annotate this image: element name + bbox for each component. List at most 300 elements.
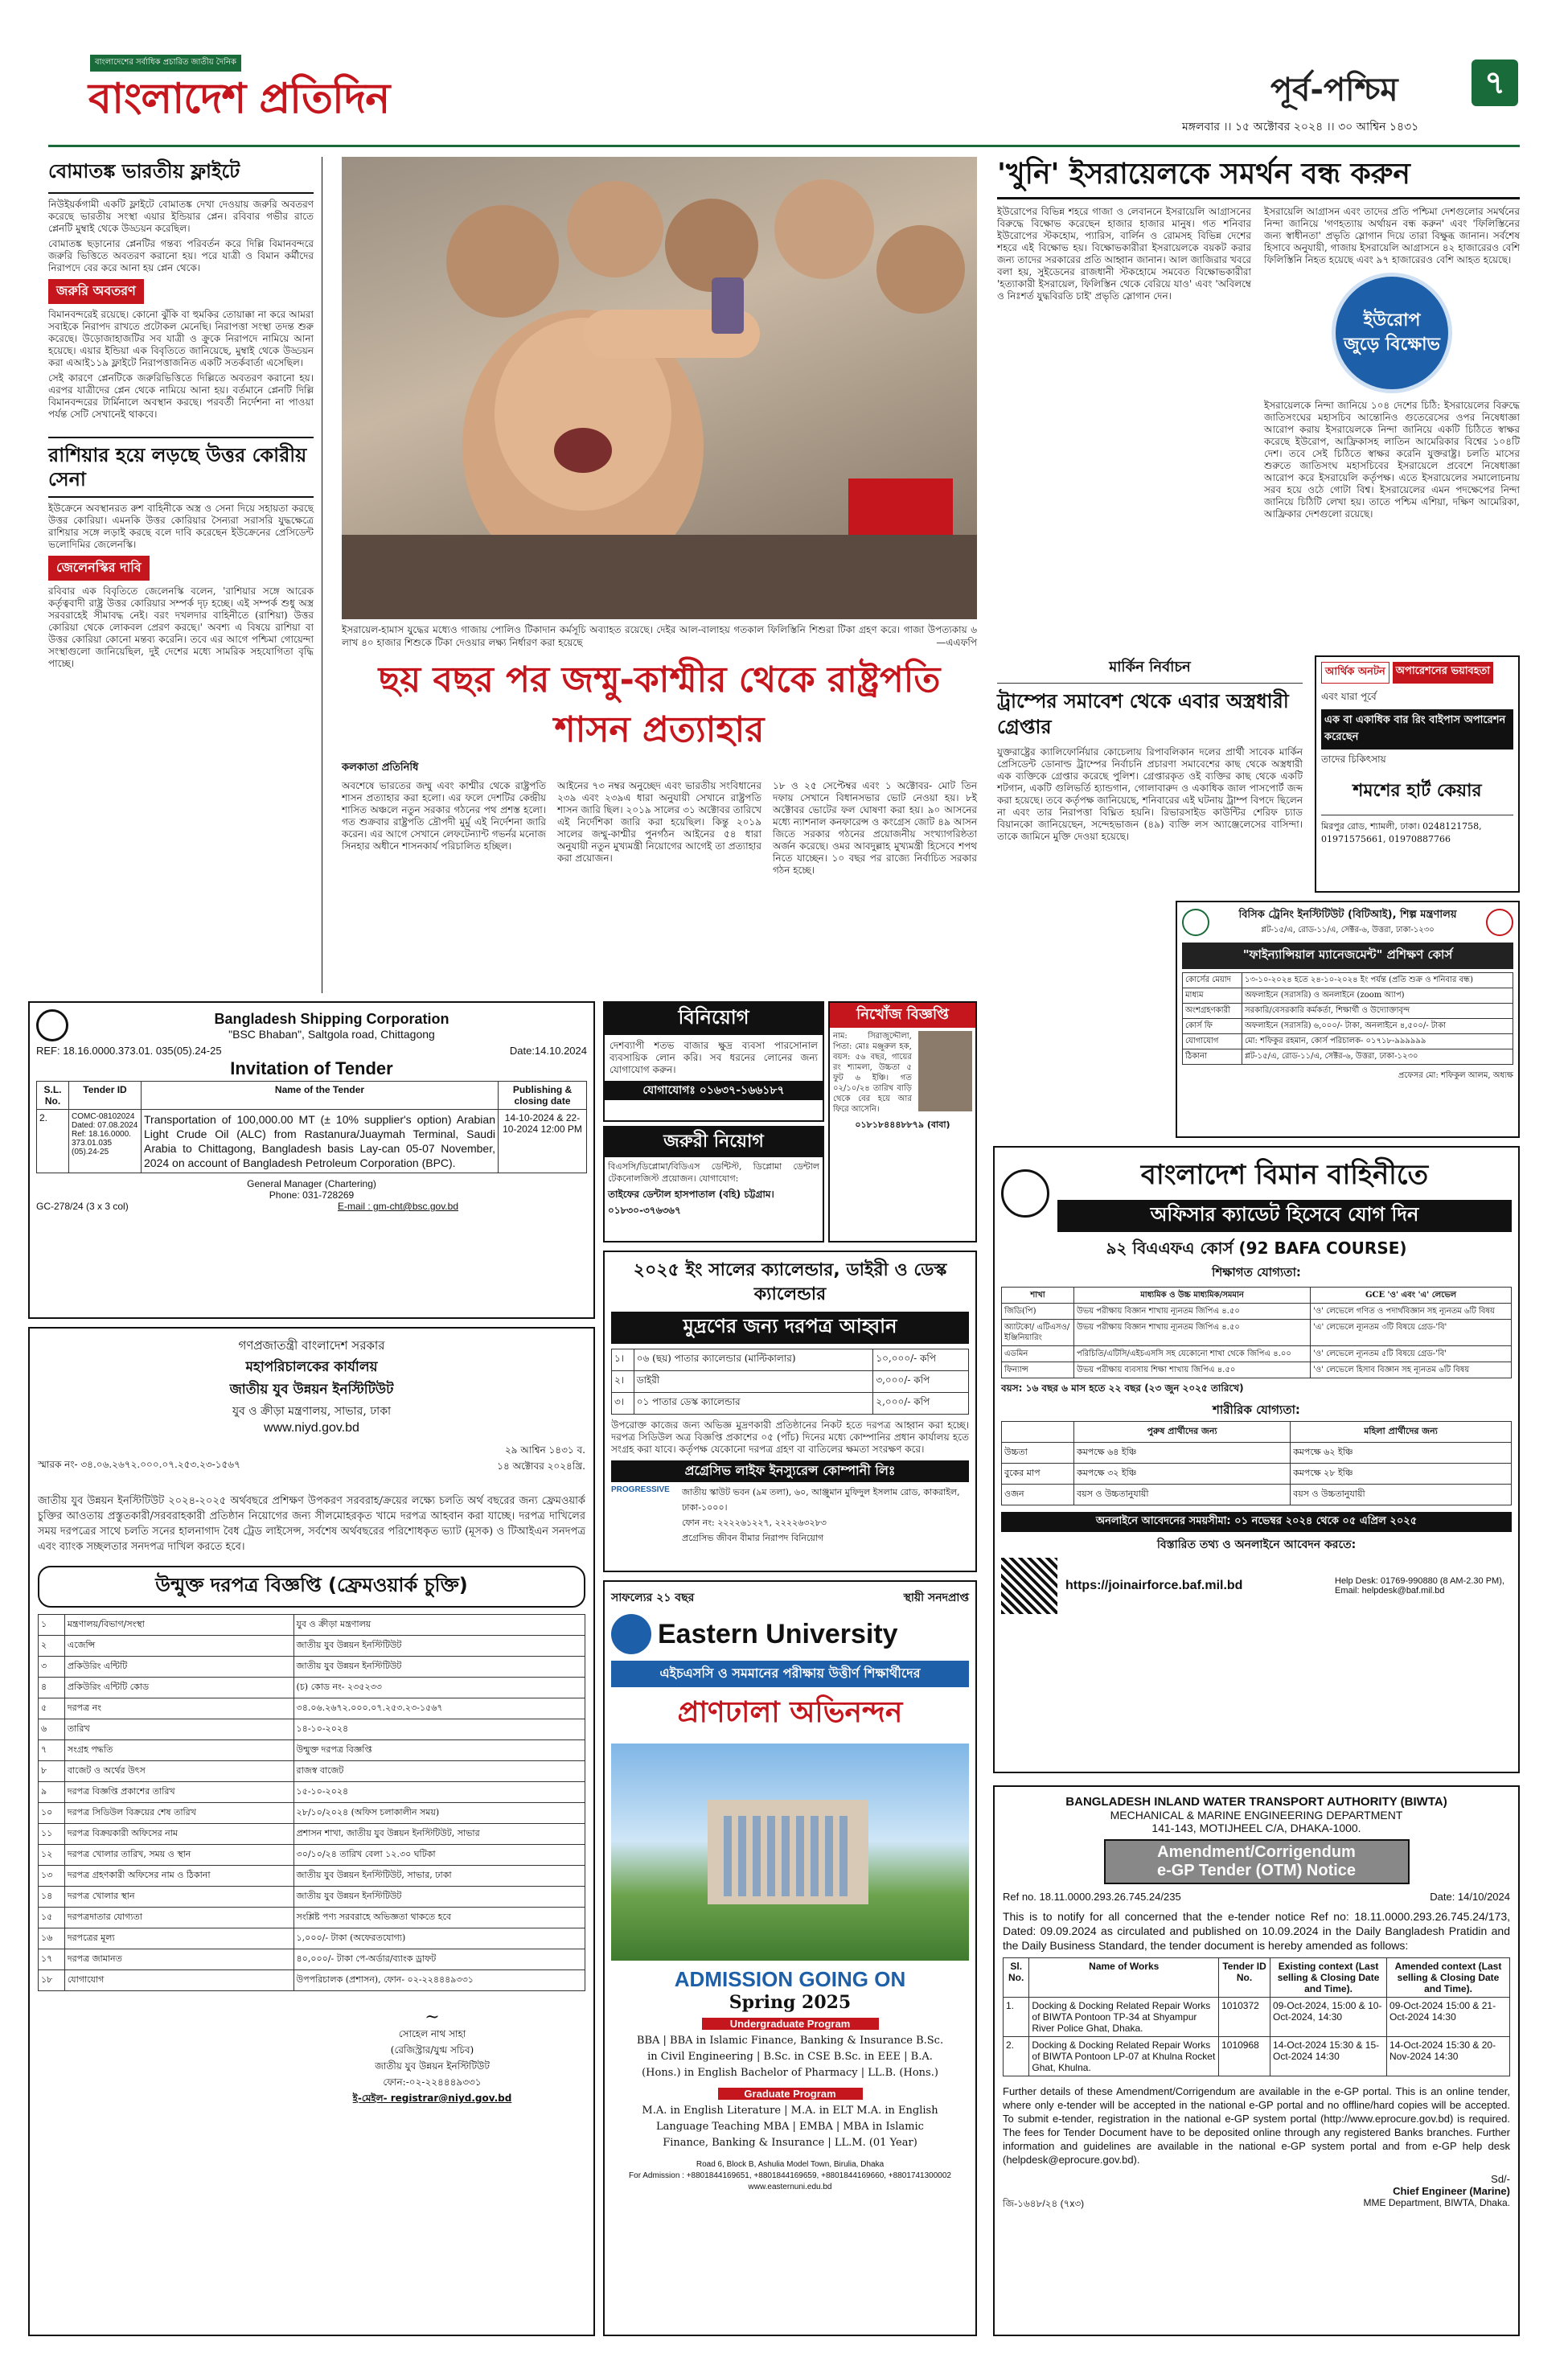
table-header: Sl. No. <box>1004 1958 1029 1998</box>
table-header: Name of the Tender <box>142 1082 499 1110</box>
table-cell: 14-Oct-2024 15:30 & 15-Oct-2024 14:30 <box>1270 2037 1387 2076</box>
table-row <box>1004 2037 1510 2076</box>
reporter: কলকাতা প্রতিনিধি <box>342 762 419 774</box>
ad-headline: ২০২৫ ইং সালের ক্যালেন্ডার, ডাইরী ও ডেস্ক ক্যালেন্ডার <box>633 1260 947 1304</box>
table-cell: যুব ও ক্রীড়া মন্ত্রণালয় <box>293 1615 585 1636</box>
org-address: 141-143, MOTIJHEEL C/A, DHAKA-1000. <box>1151 1822 1361 1834</box>
bti-training-ad <box>1176 901 1520 1138</box>
ad-title: জরুরী নিয়োগ <box>605 1127 823 1157</box>
notice-title: Amendment/Corrigendum <box>1157 1843 1356 1861</box>
table-cell: ১৫-১০-২০২৪ <box>293 1782 585 1803</box>
table-cell: প্রশাসন শাখা, জাতীয় যুব উন্নয়ন ইনস্টিটিউট, সাভার <box>293 1824 585 1845</box>
story-headline: বোমাতঙ্ক ভারতীয় ফ্লাইটে <box>48 157 314 194</box>
table-cell: দরপত্র খোলার তারিখ, সময় ও স্থান <box>64 1845 293 1866</box>
masthead-tagline: বাংলাদেশের সর্বাধিক প্রচারিত জাতীয় দৈনিক <box>90 55 241 72</box>
table-row <box>39 1803 585 1824</box>
issue-date: মঙ্গলবার ।। ১৫ অক্টোবর ২০২৪ ।। ৩০ আশ্বিন ১৪৩১ <box>1182 121 1419 133</box>
table-header: মহিলা প্রার্থীদের জন্য <box>1291 1422 1512 1443</box>
ad-phone: যোগাযোগঃ ০১৬৩৭-১৬৬১৮৭ <box>605 1081 823 1100</box>
table-cell: দরপত্র খোলার স্থান <box>64 1887 293 1908</box>
table-row <box>612 1371 969 1393</box>
notice-intro: This is to notify for all concerned that the e-tender notice Ref no: 18.11.0000.293.26.745.24/173, Dated: 09.09.2024 as circulated and published on 10.09.2024 in the Daily Bangladesh Pratidin and the Daily Business Standard, the tender document is hereby amended as follows: <box>1003 1910 1510 1952</box>
signer-title: Chief Engineer (Marine) <box>1393 2185 1510 2197</box>
company-slogan: প্রগ্রেসিভ জীবন বীমার নিরাপদ বিনিয়োগ <box>682 1533 824 1543</box>
table-cell: ওজন <box>1002 1485 1074 1505</box>
table-cell: ৫ <box>39 1698 65 1719</box>
baf-recruitment-ad <box>993 1146 1520 1773</box>
table-cell: 14-Oct-2024 15:30 & 20-Nov-2024 14:30 <box>1387 2037 1510 2076</box>
emblem-icon <box>1182 909 1209 936</box>
table-header: S.L. No. <box>37 1082 69 1110</box>
ad-tagline: সাফল্যের ২১ বছর <box>611 1592 695 1604</box>
table-row <box>39 1678 585 1698</box>
qualification-table <box>1001 1287 1512 1378</box>
table-cell: ডাইরী <box>634 1371 873 1393</box>
masthead-rule <box>48 145 1520 147</box>
ad-bar: মুদ্রণের জন্য দরপত্র আহ্বান <box>611 1312 969 1344</box>
table-cell: ১০,০০০/- কপি <box>873 1349 969 1371</box>
physical-table <box>1001 1421 1512 1505</box>
tender-id: COMC-08102024 Dated: 07.08.2024 Ref: 18.16.0000. 373.01.035 (05).24-25 <box>69 1110 142 1173</box>
story-paragraph: ইউক্রেনে অবস্থানরত রুশ বাহিনীকে অস্ত্র ও সেনা দিয়ে সহায়তা করছে উত্তর কোরিয়া। এমনকি উত্তর কোরিয়ার সৈন্যরা সরাসরি যুদ্ধক্ষেত্রে রাশিয়ার সঙ্গে লড়াই করছে বলে দাবি করেছেন ইউক্রেনের প্রেসিডেন্ট ভলোদিমির জেলেনস্কি। <box>48 503 314 550</box>
tender-signer: General Manager (Chartering) <box>247 1178 376 1189</box>
europe-protest-badge <box>1332 273 1452 393</box>
table-row <box>1183 973 1513 988</box>
table-row <box>39 1615 585 1636</box>
semester: Spring 2025 <box>729 1992 852 2013</box>
table-row <box>39 1636 585 1657</box>
inst-title: জাতীয় যুব উন্নয়ন ইনস্টিটিউট <box>229 1382 394 1398</box>
table-cell: উন্মুক্ত দরপত্র বিজ্ঞপ্তি <box>293 1740 585 1761</box>
calendar-tender <box>603 1251 977 1572</box>
story-paragraph: সেই কারণে প্লেনটিকে জরুরিভিত্তিতে দিল্লিতে অবতরণ করানো হয়। এরপর যাত্রীদের প্লেন থেকে নামিয়ে আনা হয়। বর্তমানে প্লেনটি দিল্লি বিমানবন্দরের টার্মিনালে অবস্থান করছে। পরবর্তী নির্দেশনা না পাওয়া পর্যন্ত সেটি সেখানেই থাকবে। <box>48 372 314 420</box>
table-cell: ৬ <box>39 1719 65 1740</box>
table-cell: জাতীয় যুব উন্নয়ন ইনস্টিটিউট, সাভার, ঢাকা <box>293 1866 585 1887</box>
tender-table <box>36 1081 587 1173</box>
table-cell: সংশ্লিষ্ট পণ্য সরবরাহে অভিজ্ঞতা থাকতে হবে <box>293 1908 585 1928</box>
missing-person-ad <box>828 1001 977 1242</box>
table-cell: বয়স ও উচ্চতানুযায়ী <box>1074 1485 1291 1505</box>
story-headline: 'খুনি' ইসরায়েলকে সমর্থন বন্ধ করুন <box>997 157 1520 199</box>
story-paragraph: বোমাতঙ্ক ছড়ানোর প্লেনটির গন্তব্য পরিবর্তন করে দিল্লি বিমানবন্দরে জরুরি ভিত্তিতে অবতরণ করানো হয়। পরে যাত্রী ও বিমান কর্মীদের নিরাপদে বের করে আনা হয় প্লেন থেকে। <box>48 238 314 273</box>
table-header: পুরুষ প্রার্থীদের জন্য <box>1074 1422 1291 1443</box>
table-cell: এডমিন <box>1002 1346 1074 1362</box>
table-row <box>1004 1998 1510 2037</box>
deadline: অনলাইনে আবেদনের সময়সীমা: ০১ নভেম্বর ২০২৪ থেকে ০৫ এপ্রিল ২০২৫ <box>1001 1512 1512 1532</box>
section-heading: শিক্ষাগত যোগ্যতা: <box>1212 1265 1301 1279</box>
tender-phone: Phone: 031-728269 <box>269 1189 355 1201</box>
table-cell: জাতীয় যুব উন্নয়ন ইনস্টিটিউট <box>293 1887 585 1908</box>
table-cell: 09-Oct-2024, 15:00 & 10-Oct-2024, 14:30 <box>1270 1998 1387 2037</box>
table-row <box>39 1719 585 1740</box>
masthead-logo: বাংলাদেশ প্রতিদিন <box>88 75 390 123</box>
ad-code: জি-১৬৪৮/২৪ (৭x৩) <box>1003 2198 1085 2209</box>
university-address: Road 6, Block B, Ashulia Model Town, Birulia, Dhaka <box>696 2160 885 2169</box>
story-paragraph: ইসরায়েলি আগ্রাসন এবং তাদের প্রতি পশ্চিমা দেশগুলোর সমর্থনের নিন্দা জানিয়ে 'গণহত্যায় অর্থায়ন বন্ধ করুন' এবং 'ফিলিস্তিনের জন্য স্বাধীনতা' প্রভৃতি স্লোগান দিয়ে তারা বিক্ষুব্ধ জানান। সর্বশেষ হিসাবে অনুযায়ী, গাজায় ইসরায়েলি আগ্রাসনে ৪২ হাজারেরও বেশি ফিলিস্তিনি নিহত হয়েছে এবং ৯৭ হাজারেরও বেশি আহত হয়েছে। <box>1264 206 1520 265</box>
table-row <box>39 1866 585 1887</box>
course-table <box>1182 972 1513 1065</box>
table-row <box>39 1657 585 1678</box>
job-ad <box>603 1126 824 1242</box>
memo-no: স্মারক নং- ৩৪.০৬.২৬৭২.০০০.০৭.২৫৩.২৩-১৫৬৭ <box>38 1459 240 1470</box>
help-desk: Help Desk: 01769-990880 (8 AM-2.30 PM), Email: helpdesk@baf.mil.bd <box>1335 1576 1504 1596</box>
signer-phone: ফোন:-০২-২২৪৪৪৯৩৩১ <box>383 2076 482 2088</box>
page-number: ৭ <box>1484 64 1505 101</box>
table-cell: 1010372 <box>1219 1998 1270 2037</box>
table-cell: ৯ <box>39 1782 65 1803</box>
amendment-table <box>1003 1957 1510 2076</box>
table-cell: ১০ <box>39 1803 65 1824</box>
badge-text: ইউরোপ জুড়ে বিক্ষোভ <box>1344 310 1440 355</box>
table-cell: ১১ <box>39 1824 65 1845</box>
dept-name: MECHANICAL & MARINE ENGINEERING DEPARTMENT <box>1110 1809 1403 1822</box>
table-header: Publishing & closing date <box>499 1082 587 1110</box>
table-row <box>612 1349 969 1371</box>
congrats-line: এইচএসসি ও সমমানের পরীক্ষায় উত্তীর্ণ শিক্ষার্থীদের <box>611 1661 969 1687</box>
table-cell: ১৭ <box>39 1949 65 1970</box>
baf-emblem-icon <box>1001 1169 1049 1218</box>
table-header: Tender ID No. <box>1219 1958 1270 1998</box>
table-row <box>1183 1049 1513 1065</box>
table-header: Amended context (Last selling & Closing Date and Time). <box>1387 1958 1510 1998</box>
table-row <box>39 1845 585 1866</box>
story-headline: রাশিয়ার হয়ে লড়ছে উত্তর কোরীয় সেনা <box>48 437 314 498</box>
table-cell: মাধ্যম <box>1183 988 1242 1004</box>
ad-body: নাম: সিরাজুদ্দৌলা, পিতা: মোঃ মঞ্জুরুল হক, বয়স: ৫৬ বছর, গায়ের রং শ্যামলা, উচ্চতা ৫ ফুট ৬ ইঞ্চি। গত ০২/১০/২৪ তারিখ বাড়ি থেকে বের হয়ে আর ফিরে আসেনি। <box>833 1032 912 1114</box>
ad-line: তাদের চিকিৎসায় <box>1321 754 1386 765</box>
table-cell: দরপত্র নং <box>64 1698 293 1719</box>
university-web: www.easternuni.edu.bd <box>748 2183 832 2191</box>
table-row <box>1002 1485 1512 1505</box>
table-cell: ৮ <box>39 1761 65 1782</box>
photo-caption <box>342 623 977 649</box>
table-header: Name of Works <box>1029 1958 1219 1998</box>
table-cell: 09-Oct-2024 15:00 & 21-Oct-2024 14:30 <box>1387 1998 1510 2037</box>
signer-inst: জাতীয় যুব উন্নয়ন ইনস্টিটিউট <box>375 2060 490 2072</box>
table-cell: কমপক্ষে ৬৪ ইঞ্চি <box>1074 1443 1291 1464</box>
table-cell: উভয় পরীক্ষায় বিজ্ঞান শাখায় ন্যূনতম জিপিএ ৪.৫০ <box>1074 1304 1311 1320</box>
table-cell: 2. <box>1004 2037 1029 2076</box>
table-cell: ১৮ <box>39 1970 65 1991</box>
ad-signature: প্রফেসর মো: শফিকুল আলম, অধ্যক্ষ <box>1398 1071 1513 1080</box>
story-paragraph: বিমানবন্দরেই রয়েছে। কোনো ঝুঁকি বা হুমকির তোয়াক্কা না করে আমরা সবাইকে নিরাপদ রাখতে প্রটোকল মেনেছি। নিরাপত্তা সংস্থা তদন্ত শুরু করেছে। উড়োজাহাজটির সব যাত্রী ও ক্রুকে নিরাপদে নামিয়ে আনা হয়েছে। এয়ার ইন্ডিয়া এক বিবৃতিতে জানিয়েছে, মুম্বাই থেকে উড্ডয়ন করা এআই১১৯ ফ্লাইটে নিরাপত্তাজনিত একটি সতর্কবার্তা এসেছিল। <box>48 309 314 368</box>
missing-person-photo <box>918 1031 972 1111</box>
program-heading: Undergraduate Program <box>702 2018 879 2030</box>
table-row <box>39 1740 585 1761</box>
company-name: প্রগ্রেসিভ লাইফ ইনস্যুরেন্স কোম্পানী লিঃ <box>611 1460 969 1482</box>
table-cell: ৪০,০০০/- টাকা পে-অর্ডার/ব্যাংক ড্রাফট <box>293 1949 585 1970</box>
table-header: মাধ্যমিক ও উচ্চ মাধ্যমিক/সমমান <box>1074 1288 1311 1304</box>
sd-mark: Sd/- <box>1491 2173 1510 2185</box>
tender-email: E-mail : gm-cht@bsc.gov.bd <box>337 1201 458 1212</box>
table-header: শাখা <box>1002 1288 1074 1304</box>
apply-url[interactable]: https://joinairforce.baf.mil.bd <box>1065 1579 1243 1592</box>
ad-title: অপারেশনের ভয়াবহতা <box>1393 662 1493 684</box>
table-cell: 1010968 <box>1219 2037 1270 2076</box>
table-cell: জাতীয় যুব উন্নয়ন ইনস্টিটিউট <box>293 1657 585 1678</box>
table-cell: ৩০/১০/২৪ তারিখ বেলা ১২.৩০ ঘটিকা <box>293 1845 585 1866</box>
table-cell: উপপরিচালক (প্রশাসন), ফোন- ০২-২২৪৪৪৯৩৩১ <box>293 1970 585 1991</box>
ministry: যুব ও ক্রীড়া মন্ত্রণালয়, সাভার, ঢাকা <box>232 1405 392 1418</box>
tender-title: উন্মুক্ত দরপত্র বিজ্ঞপ্তি (ফ্রেমওয়ার্ক চুক্তি) <box>38 1566 585 1608</box>
story-paragraph: যুক্তরাষ্ট্রের ক্যালিফোর্নিয়ার কোচেলায় রিপাবলিকান দলের প্রার্থী সাবেক মার্কিন প্রেসিডেন্ট ডোনাল্ড ট্রাম্পের নির্বাচনি প্রচারণা সমাবেশের কাছ থেকে অস্ত্রধারী এক ব্যক্তিকে গ্রেপ্তার করেছে পুলিশ। গ্রেপ্তারকৃত ওই ব্যক্তির কাছ থেকে একটি শটগান, একটি গুলিভর্তি হ্যান্ডগান, গোলাবারুদ ও একাধিক জাল পাসপোর্ট জব্দ করা হয়েছে। তবে কর্তৃপক্ষ জানিয়েছে, শনিবারের এই ঘটনায় ট্রাম্প বিপদে ছিলেন না এবং তার নিরাপত্তা বিঘ্নিত হয়নি। রিভারসাইড কাউন্টির শেরিফ চ্যাড বিয়ানকো জানিয়েছেন, সন্দেহভাজন (৪৯) ব্যক্তি লস অ্যাঞ্জেলেসের বাসিন্দা। তাকে জামিনে মুক্তি দেওয়া হয়েছে। <box>997 746 1303 842</box>
tender-ref: REF: 18.16.0000.373.01. 035(05).24-25 <box>36 1045 222 1057</box>
table-row <box>1183 1004 1513 1019</box>
story-paragraph: অবশেষে ভারতের জম্মু এবং কাশ্মীর থেকে রাষ্ট্রপতি শাসন প্রত্যাহার করা হলো। এর ফলে দেশটির কেন্দ্রীয় শাসিত অঞ্চলে নতুন সরকার গঠনের পথ প্রশস্ত হলো। গত শুক্রবার রাষ্ট্রপতি দ্রৌপদী মুর্মু এই নির্দেশনা জারি করেন। এর আগে সেখানে লেফটেন্যান্ট গভর্নর মনোজ সিনহার অধীনে শাসনকার্য পরিচালিত হচ্ছিল। <box>342 780 546 852</box>
table-row <box>1002 1320 1512 1346</box>
ad-clinic: তাইফের ডেন্টাল হাসপাতাল (বহি) চট্টগ্রাম। ০১৮৩০-৩৭৬৩৬৭ <box>608 1189 774 1216</box>
table-cell: ০১ পাতার ডেস্ক ক্যালেন্ডার <box>634 1393 873 1415</box>
news-photo <box>342 157 977 619</box>
signature-mark: ~ <box>425 2007 440 2027</box>
age-limit: বয়স: ১৬ বছর ৬ মাস হতে ২২ বছর (২৩ জুন ২০২৫ তারিখে) <box>1001 1382 1244 1394</box>
university-name: Eastern University <box>658 1618 898 1649</box>
story-paragraph: নিউইয়র্কগামী একটি ফ্লাইটে বোমাতঙ্ক দেখা দেওয়ায় জরুরি অবতরণ করেছে ভারতীয় সংস্থা এয়ার ইন্ডিয়ার প্লেন। রবিবার গভীর রাতে প্লেনটি মুম্বাই থেকে উড্ডয়ন করেছিল। <box>48 199 314 234</box>
niyd-tender <box>28 1327 595 2336</box>
table-cell: (চ) কোড নং- ২৩৫২৩৩ <box>293 1678 585 1698</box>
table-cell: 'এ' লেভেলে ন্যূনতম ৩টি বিষয়ে গ্রেড-'বি' <box>1311 1320 1512 1346</box>
table-cell: অফলাইনে (সরাসরি) ৬,০০০/- টাকা, অনলাইনে ৪,৫০০/- টাকা <box>1242 1019 1513 1034</box>
course-title: "ফাইন্যান্সিয়াল ম্যানেজমেন্ট" প্রশিক্ষণ কোর্স <box>1182 943 1513 969</box>
table-cell: জিডি(পি) <box>1002 1304 1074 1320</box>
table-cell: দরপত্রের মূল্য <box>64 1928 293 1949</box>
notice-date: Date: 14/10/2024 <box>1430 1891 1510 1903</box>
table-cell: ১৫ <box>39 1908 65 1928</box>
section-heading: শারীরিক যোগ্যতা: <box>1213 1403 1300 1417</box>
table-cell: তারিখ <box>64 1719 293 1740</box>
section-title: পূর্ব-পশ্চিম <box>1270 72 1398 109</box>
table-cell: ৩। <box>612 1393 634 1415</box>
table-row <box>39 1782 585 1803</box>
table-cell: ০৬ (ছয়) পাতার ক্যালেন্ডার (মাল্টিকালার) <box>634 1349 873 1371</box>
table-row <box>39 1970 585 1991</box>
table-cell: দরপত্র বিজ্ঞপ্তি প্রকাশের তারিখ <box>64 1782 293 1803</box>
table-cell: ১৪ <box>39 1887 65 1908</box>
story-paragraph: ইসরায়েলকে নিন্দা জানিয়ে ১০৪ দেশের চিঠি: ইসরায়েলের বিরুদ্ধে জাতিসংঘের মহাসচিব আন্তোনিও গুতেরেসের ওপর নিষেধাজ্ঞা আরোপ করায় ইসরায়েলকে নিন্দা জানিয়ে একটি চিঠিতে স্বাক্ষর করেছে ইউরোপ, আফ্রিকাসহ লাতিন আমেরিকার বিশ্বের ১০৪টি দেশ। তবে সেই চিঠিতে স্বাক্ষর করেনি যুক্তরাষ্ট্র। চলতি মাসের শুরুতে জাতিসংঘ মহাসচিবের ইসরায়েলে প্রবেশে নিষেধাজ্ঞা আরোপ করে ইসরায়েলি কর্তৃপক্ষ। এতে ইসরায়েলের সমালোচনায় সরব হয়ে ওঠে গোটা বিশ্ব। ইসরায়েলের এমন পদক্ষেপের নিন্দা জানিয়ে চিঠিটি লেখা হয়। তাতে পশ্চিম এশিয়া, দক্ষিণ আমেরিকা, আফ্রিকার দেশগুলো রয়েছে। <box>1264 400 1520 520</box>
signer-email: ই-মেইল- registrar@niyd.gov.bd <box>352 2093 512 2104</box>
table-cell: 'ও' লেভেলে গণিত ও পদার্থবিজ্ঞান সহ ন্যূনতম ৬টি বিষয় <box>1311 1304 1512 1320</box>
table-cell: বয়স ও উচ্চতানুযায়ী <box>1291 1485 1512 1505</box>
company-address: জাতীয় স্কাউট ভবন (৯ম তলা), ৬০, আঞ্জুমান মুফিদুল ইসলাম রোড, কাকরাইল, ঢাকা-১০০০। <box>682 1487 960 1513</box>
bsc-logo-icon <box>36 1009 68 1041</box>
photo-caption-text: ইসরায়েল-হামাস যুদ্ধের মধ্যেও গাজায় পোলিও টিকাদান কর্মসূচি অব্যাহত রয়েছে। দেইর আল-বালাহয় গতকাল ফিলিস্তিনি শিশুরা টিকা গ্রহণ করে। গাজা উপত্যকায় ৬ লাখ ৪০ হাজার শিশুকে টিকা দেওয়ার লক্ষ্য নির্ধারণ করা হয়েছে <box>342 624 977 648</box>
program-list: M.A. in English Literature | M.A. in ELT M.A. in English Language Teaching MBA | EMBA | MBA in Islamic Finance, Banking & Insurance | LL.M. (01 Year) <box>642 2105 938 2149</box>
photo-illustration <box>342 157 977 619</box>
table-row <box>1002 1464 1512 1485</box>
table-cell: রাজস্ব বাজেট <box>293 1761 585 1782</box>
signer-name: সোহেল নাথ সাহা <box>398 2028 466 2039</box>
table-row <box>1002 1362 1512 1378</box>
signer-dept: MME Department, BIWTA, Dhaka. <box>1363 2197 1510 2208</box>
table-cell: ১৩-১০-২০২৪ হতে ২৪-১০-২০২৪ ইং পর্যন্ত (প্রতি শুক্র ও শনিবার বন্ধ) <box>1242 973 1513 988</box>
biniyog-ad <box>603 1001 824 1122</box>
table-cell: ঠিকানা <box>1183 1049 1242 1065</box>
notice-footer: Further details of these Amendment/Corrigendum are available in the e-GP portal. This is an online tender, where only e-tender will be accepted in the national e-GP portal and no offline/hard copies will be accepted. To submit e-tender, registration in the national e-GP system portal (http://www.eprocure.gov.bd) is required. The fees for Tender Document have to be deposited online through any registered Banks branches. Further information and guidelines are available in the national e-GP system portal and from e-GP help desk (helpdesk@eprocure.gov.bd). <box>1003 2085 1510 2166</box>
table-cell: ২৮/১০/২০২৪ (অফিস চলাকালীন সময়) <box>293 1803 585 1824</box>
table-header: Tender ID <box>69 1082 142 1110</box>
ad-org: বিসিক ট্রেনিং ইনস্টিটিউট (বিটিআই), শিল্প মন্ত্রণালয় <box>1238 909 1457 921</box>
heart-care-ad <box>1315 655 1520 893</box>
table-cell: 1. <box>1004 1998 1029 2037</box>
table-cell: ১২ <box>39 1845 65 1866</box>
masthead <box>48 50 1520 146</box>
tender-details-table <box>38 1614 585 1991</box>
ad-title: বাংলাদেশ বিমান বাহিনীতে <box>1140 1159 1429 1191</box>
calendar-items <box>611 1349 969 1415</box>
table-cell: অংশগ্রহণকারী <box>1183 1004 1242 1019</box>
table-header: GCE 'ও' এবং 'এ' লেভেল <box>1311 1288 1512 1304</box>
ad-title: আর্থিক অনটন <box>1321 662 1389 684</box>
table-cell: সংগ্রহ পদ্ধতি <box>64 1740 293 1761</box>
eastern-university-ad <box>603 1580 977 2336</box>
story-kicker: মার্কিন নির্বাচন <box>997 655 1303 684</box>
date-english: ১৪ অক্টোবর ২০২৪খ্রি. <box>497 1460 585 1472</box>
bsc-tender <box>28 1001 595 1319</box>
table-cell: যোগাযোগ <box>64 1970 293 1991</box>
table-cell: উচ্চতা <box>1002 1443 1074 1464</box>
admission-banner: ADMISSION GOING ON <box>674 1967 906 1991</box>
tender-code: GC-278/24 (3 x 3 col) <box>36 1201 129 1212</box>
table-row <box>39 1887 585 1908</box>
table-row <box>39 1908 585 1928</box>
table-cell: প্লট-১৫/এ, রোড-১১/এ, সেক্টর-৬, উত্তরা, ঢাকা-১২৩০ <box>1242 1049 1513 1065</box>
ad-title: বিনিয়োগ <box>605 1003 823 1035</box>
table-cell: ১,০০০/- টাকা (অফেরতযোগ্য) <box>293 1928 585 1949</box>
congrats-headline: প্রাণঢালা অভিনন্দন <box>677 1696 903 1729</box>
table-cell: ৪ <box>39 1678 65 1698</box>
table-cell: ১৪-১০-২০২৪ <box>293 1719 585 1740</box>
table-cell: দরপত্র জামানত <box>64 1949 293 1970</box>
table-cell: ১৬ <box>39 1928 65 1949</box>
table-cell: ৩ <box>39 1657 65 1678</box>
story-tag: জেলেনস্কির দাবি <box>48 556 150 581</box>
notice-subtitle: e-GP Tender (OTM) Notice <box>1156 1862 1357 1879</box>
table-cell: ২,০০০/- কপি <box>873 1393 969 1415</box>
table-cell: Docking & Docking Related Repair Works of BIWTA Pontoon TP-34 at Shyampur River Police Ghat, Dhaka. <box>1029 1998 1219 2037</box>
table-cell: উভয় পরীক্ষায় ব্যবসায় শিক্ষা শাখায় জিপিএ ৪.৫০ <box>1074 1362 1311 1378</box>
table-cell: অ্যাটকো/ এটিএসও/ ইঞ্জিনিয়ারিং <box>1002 1320 1074 1346</box>
table-cell: ৭ <box>39 1740 65 1761</box>
table-cell: পরিচিতি/এটিসি/এইচএসসি সহ যেকোনো শাখা থেকে জিপিএ ৪.০০ <box>1074 1346 1311 1362</box>
table-row <box>39 1949 585 1970</box>
table-row <box>39 1698 585 1719</box>
tender-org: Bangladesh Shipping Corporation <box>214 1010 449 1027</box>
ad-body: বিএসসি/ডিপ্লোমা/বিডিএস ডেন্টিস্ট, ডিপ্লোমা ডেন্টাল টেকনোলজিস্ট প্রয়োজন। যোগাযোগ: <box>608 1161 819 1184</box>
table-cell: কমপক্ষে ৬২ ইঞ্চি <box>1291 1443 1512 1464</box>
table-cell: দরপত্রদাতার যোগ্যতা <box>64 1908 293 1928</box>
ad-address: মিরপুর রোড, শ্যামলী, ঢাকা। 0248121758, 01971575661, 01970887766 <box>1321 815 1513 846</box>
table-cell: মো: শফিকুর রহমান, কোর্স পরিচালক- ০১৭১৮-৯৯৯৯৯৯ <box>1242 1034 1513 1049</box>
ad-brand: শমশের হার্ট কেয়ার <box>1353 781 1482 801</box>
table-cell: উভয় পরীক্ষায় বিজ্ঞান শাখায় ন্যূনতম জিপিএ ৪.৫০ <box>1074 1320 1311 1346</box>
tender-date: Date:14.10.2024 <box>509 1045 587 1057</box>
table-cell: কোর্স ফি <box>1183 1019 1242 1034</box>
table-row <box>39 1928 585 1949</box>
company-logo: PROGRESSIVE <box>611 1485 670 1494</box>
ad-line: এবং যারা পূর্বে <box>1321 691 1377 702</box>
table-cell: ১৩ <box>39 1866 65 1887</box>
israel-story <box>997 157 1520 647</box>
admission-phone: For Admission : +8801844169651, +8801844169659, +8801844169660, +8801741300002 <box>629 2171 951 2180</box>
photo-credit: —এএফপি <box>936 637 977 648</box>
ad-address: প্লট-১৫/এ, রোড-১১/এ, সেক্টর-৬, উত্তরা, ঢাকা-১২৩০ <box>1261 926 1435 934</box>
table-cell: কমপক্ষে ২৮ ইঞ্চি <box>1291 1464 1512 1485</box>
apply-heading: বিস্তারিত তথ্য ও অনলাইনে আবেদন করতে: <box>1156 1538 1357 1551</box>
university-logo-icon <box>611 1614 651 1654</box>
notice-ref: Ref no. 18.11.0000.293.26.745.24/235 <box>1003 1891 1181 1903</box>
table-cell: ফিন্যান্স <box>1002 1362 1074 1378</box>
table-row <box>1183 1019 1513 1034</box>
table-cell: ২ <box>39 1636 65 1657</box>
table-row <box>1002 1443 1512 1464</box>
table-cell: ২। <box>612 1371 634 1393</box>
table-cell: ১। <box>612 1349 634 1371</box>
story-paragraph: ইউরোপের বিভিন্ন শহরে গাজা ও লেবাননে ইসরায়েলি আগ্রাসনের বিরুদ্ধে বিক্ষোভ করেছেন হাজার হাজার মানুষ। গত শনিবার ইউরোপের স্টকহোম, প্যারিস, বার্লিন ও রোমসহ বিভিন্ন দেশের শহরে এই বিক্ষোভ হয়। বিক্ষোভকারীরা ইসরায়েলকে বয়কট করার জন্য তাদের সরকারের প্রতি আহ্বান জানান। আল জাজিরার খবরে বলা হয়, সুইডেনের রাজধানী স্টকহোমে সমবেত বিক্ষোভকারীরা 'হত্যাকারী ইসরায়েল, ফিলিস্তিন থেকে বেরিয়ে যাও' এবং 'অবিলম্বে ও নিঃশর্ত যুদ্ধবিরতি চাই' প্রভৃতি স্লোগান দেন। <box>997 206 1251 302</box>
story-tag: জরুরি অবতরণ <box>48 279 144 304</box>
table-row <box>612 1393 969 1415</box>
table-cell: দরপত্র সিডিউল বিক্রয়ের শেষ তারিখ <box>64 1803 293 1824</box>
ad-subtitle: অফিসার ক্যাডেট হিসেবে যোগ দিন <box>1057 1200 1512 1232</box>
table-cell: কমপক্ষে ৩২ ইঞ্চি <box>1074 1464 1291 1485</box>
left-column <box>48 157 314 993</box>
ad-body: দেশব্যাপী শতভ বাজার ক্ষুদ্র ব্যবসা পারসোনাল ব্যবসায়িক লোন করি। সব ধরনের লোনের জন্য যোগাযোগ করুন। <box>610 1040 818 1075</box>
gov-title: গণপ্রজাতন্ত্রী বাংলাদেশ সরকার <box>238 1338 385 1353</box>
table-cell: ৩৪.০৬.২৬৭২.০০০.০৭.২৫৩.২৩-১৫৬৭ <box>293 1698 585 1719</box>
office-title: মহাপরিচালকের কার্যালয় <box>245 1359 378 1375</box>
ad-body: উপরোক্ত কাজের জন্য অভিজ্ঞ মুদ্রণকারী প্রতিষ্ঠানের নিকট হতে দরপত্র আহ্বান করা হচ্ছে। দরপত্র সিডিউল অত্র বিজ্ঞপ্তি প্রকাশের ০৫ (পাঁচ) দিনের মধ্যে কোম্পানির প্রধান কার্যালয় হতে সংগ্রহ করা যাবে। কর্তৃপক্ষ যেকোনো দরপত্র গ্রহণ বা বাতিলের ক্ষমতা সংরক্ষণ করে। <box>611 1419 969 1455</box>
table-cell: দরপত্র বিক্রয়কারী অফিসের নাম <box>64 1824 293 1845</box>
table-cell: প্রকিউরিং এন্টিটি কোড <box>64 1678 293 1698</box>
table-cell: দরপত্র গ্রহণকারী অফিসের নাম ও ঠিকানা <box>64 1866 293 1887</box>
table-row <box>1183 988 1513 1004</box>
table-cell: এজেন্সি <box>64 1636 293 1657</box>
story-headline: ছয় বছর পর জম্মু-কাশ্মীর থেকে রাষ্ট্রপতি শাসন প্রত্যাহার <box>378 659 941 750</box>
campus-photo <box>611 1744 969 1961</box>
table-cell: কোর্সের মেয়াদ <box>1183 973 1242 988</box>
kashmir-story <box>342 655 977 1009</box>
table-row <box>39 1761 585 1782</box>
table-cell: সরকারি/বেসরকারি কর্মকর্তা, শিক্ষার্থী ও উদ্যোক্তাবৃন্দ <box>1242 1004 1513 1019</box>
table-cell: প্রকিউরিং এন্টিটি <box>64 1657 293 1678</box>
biwta-notice <box>993 1785 1520 2336</box>
signer-title: (রেজিস্ট্রার/যুগ্ম সচিব) <box>390 2044 474 2056</box>
program-heading: Graduate Program <box>718 2088 863 2100</box>
ad-highlight: এক বা একাধিক বার রিং বাইপাস অপারেশন করেছেন <box>1321 709 1513 750</box>
table-cell: ১ <box>39 1615 65 1636</box>
website: www.niyd.gov.bd <box>264 1421 359 1435</box>
story-headline: ট্রাম্পের সমাবেশ থেকে এবার অস্ত্রধারী গ্রেপ্তার <box>997 690 1289 738</box>
course-name: ৯২ বিএএফএ কোর্স (92 BAFA COURSE) <box>1106 1238 1407 1258</box>
tender-address: "BSC Bhaban", Saltgola road, Chittagong <box>228 1027 435 1041</box>
story-paragraph: রবিবার এক বিবৃতিতে জেলেনস্কি বলেন, 'রাশিয়ার সঙ্গে আরেক কর্তৃত্ববাদী রাষ্ট্র উত্তর কোরিয়ার সম্পর্ক দৃঢ় হচ্ছে। এই সম্পর্ক শুধু অস্ত্র সরবরাহেই সীমাবদ্ধ নেই। বরং দখলদার বাহিনীতে (রাশিয়া) উত্তর কোরিয়া থেকে লোকবল প্রেরণ করছে।' অবশ্য এ বিষয়ে রাশিয়া বা উত্তর কোরিয়া কোনো মন্তব্য করেনি। তবে এর আগে পশ্চিমা গোয়েন্দা সংস্থাগুলো জানিয়েছিল, দুই দেশের মধ্যে সামরিক সহযোগিতা বৃদ্ধি পাচ্ছে। <box>48 585 314 669</box>
ad-title: নিখোঁজ বিজ্ঞপ্তি <box>830 1003 975 1028</box>
notice-body: জাতীয় যুব উন্নয়ন ইনস্টিটিউট ২০২৪-২০২৫ অর্থবছরে প্রশিক্ষণ উপকরণ সরবরাহ/ক্রয়ের লক্ষ্যে চলতি অর্থ বছরের জন্য ফ্রেমওয়ার্ক চুক্তির আওতায় প্রস্তুতকারী/সরবরাহকারী প্রতিষ্ঠান নিয়োগের জন্য সীলমোহরকৃত খামে দরপত্র আহবান করা যাচ্ছে। দরপত্র দাখিলের সময় দরপত্রের সাথে চলতি সনের হালনাগাদ বৈধ ট্রেড লাইসেন্স, সর্বশেষ অর্থবছরের পরিশোধকৃত ভ্যাট (মূসক) ও টিআইএন সনদপত্র এবং ব্যাংক সচ্ছলতার সনদপত্র দাখিল করতে হবে। <box>38 1495 585 1553</box>
table-row <box>1002 1346 1512 1362</box>
date-bangla: ২৯ আশ্বিন ১৪৩১ ব. <box>504 1444 585 1456</box>
ad-phone: ০১৮১৮৪৪৪৮৮৭৯ (বাবা) <box>855 1119 950 1130</box>
program-list: BBA | BBA in Islamic Finance, Banking & Insurance B.Sc. in Civil Engineering | B.Sc. in CSE B.Sc. in EEE | B.A. (Hons.) in English Bachelor of Pharmacy | LL.B. (Hons.) <box>636 2035 944 2079</box>
table-cell: যোগাযোগ <box>1183 1034 1242 1049</box>
company-phone: ফোন নং: ২২২২৬১২২৭, ২২২২৬৩২৮৩ <box>682 1518 827 1528</box>
table-cell: জাতীয় যুব উন্নয়ন ইনস্টিটিউট <box>293 1636 585 1657</box>
qr-code <box>1001 1558 1057 1614</box>
table-cell: বাজেট ও অর্থের উৎস <box>64 1761 293 1782</box>
table-cell: বুকের মাপ <box>1002 1464 1074 1485</box>
org-name: BANGLADESH INLAND WATER TRANSPORT AUTHORITY (BIWTA) <box>1065 1795 1447 1809</box>
table-row: 2. COMC-08102024 Dated: 07.08.2024 Ref: 18.16.0000. 373.01.035 (05).24-25 Transportation of 100,000.00 MT (± 10% supplier's option) Arabian Light Crude Oil (ALC) from Rastanura/Juaymah Terminal, Saudi Arabia to Chittagong, Bangladesh basis Lay-can 05-07 November, 2024 on account of Bangladesh Petroleum Corporation (BPC). 14-10-2024 & 22-10-2024 12:00 PM <box>37 1110 587 1173</box>
tender-dates: 14-10-2024 & 22-10-2024 12:00 PM <box>499 1110 587 1173</box>
table-row <box>1002 1304 1512 1320</box>
